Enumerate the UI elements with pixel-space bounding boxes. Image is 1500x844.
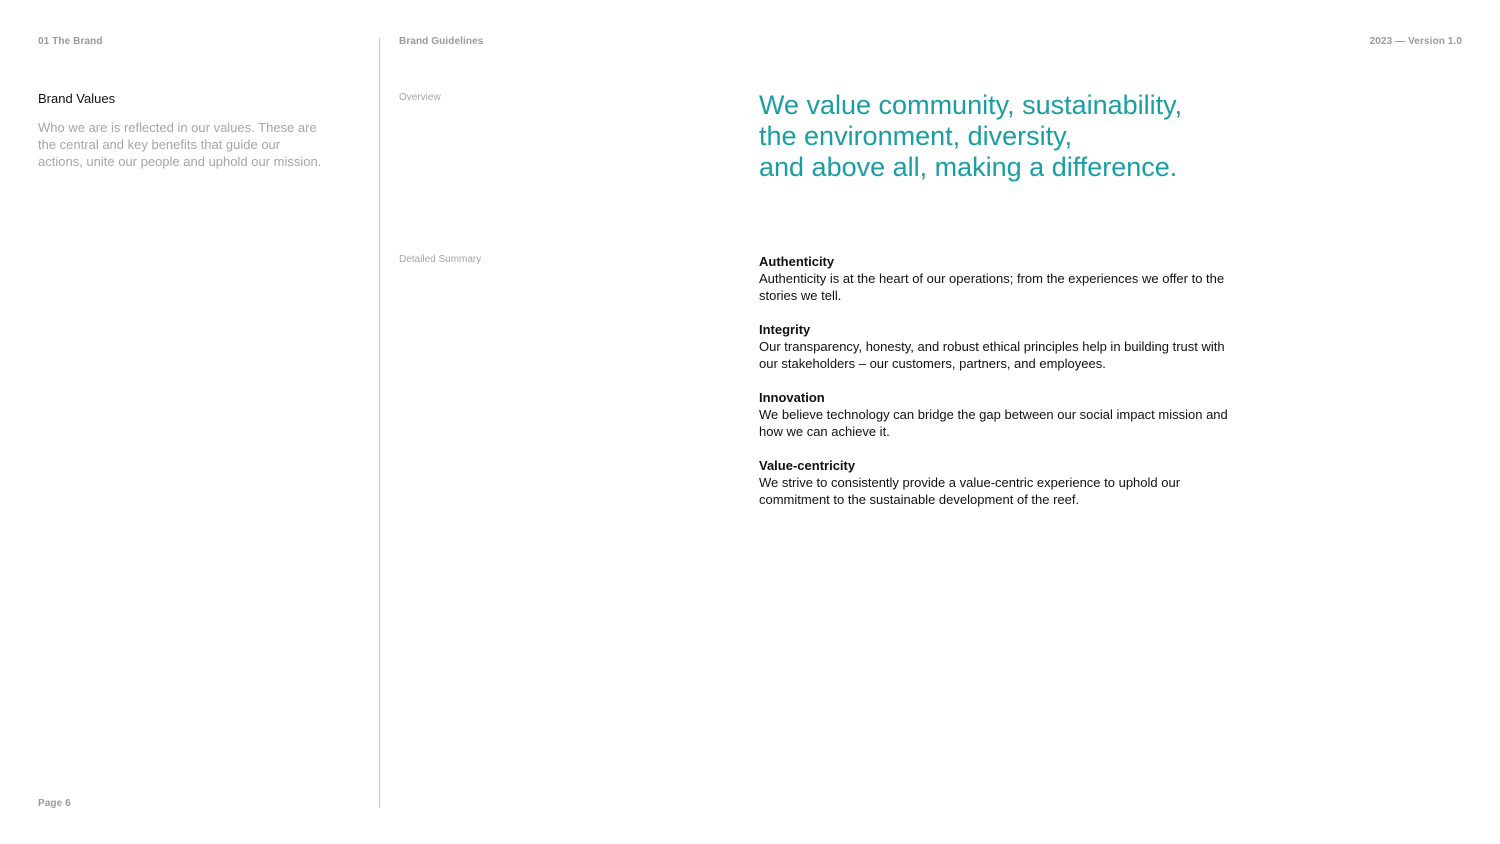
version-label: 2023 — Version 1.0 (1369, 36, 1462, 47)
sidebar-title: Brand Values (38, 91, 116, 106)
sidebar-description: Who we are is reflected in our values. These are the central and key benefits that guide our actions, unite our people and uphold our mission. (38, 120, 322, 169)
headline (759, 90, 1279, 183)
value-item-integrity (759, 321, 1229, 372)
document-title: Brand Guidelines (399, 36, 484, 47)
detailed-summary-label: Detailed Summary (399, 254, 482, 265)
section-number: 01 The Brand (38, 36, 103, 47)
headline-line: and above all, making a difference. (759, 152, 1178, 182)
values-list (759, 253, 1229, 525)
value-title: Innovation (759, 390, 825, 405)
headline-line: the environment, diversity, (759, 121, 1073, 151)
value-text: We believe technology can bridge the gap between our social impact mission and how we can achieve it. (759, 407, 1228, 439)
value-text: Our transparency, honesty, and robust ethical principles help in building trust with our stakeholders – our customers, partners, and employees. (759, 339, 1225, 371)
overview-label: Overview (399, 92, 441, 103)
value-title: Integrity (759, 322, 811, 337)
value-text: We strive to consistently provide a value-centric experience to uphold our commitment to the sustainable development of the reef. (759, 475, 1181, 507)
value-title: Value-centricity (759, 458, 856, 473)
value-item-innovation (759, 389, 1229, 440)
value-item-value-centricity (759, 457, 1229, 508)
value-title: Authenticity (759, 254, 835, 269)
column-divider (379, 38, 380, 808)
value-item-authenticity (759, 253, 1229, 304)
value-text: Authenticity is at the heart of our operations; from the experiences we offer to the stories we tell. (759, 271, 1225, 303)
page-number: Page 6 (38, 798, 71, 809)
headline-line: We value community, sustainability, (759, 90, 1183, 120)
